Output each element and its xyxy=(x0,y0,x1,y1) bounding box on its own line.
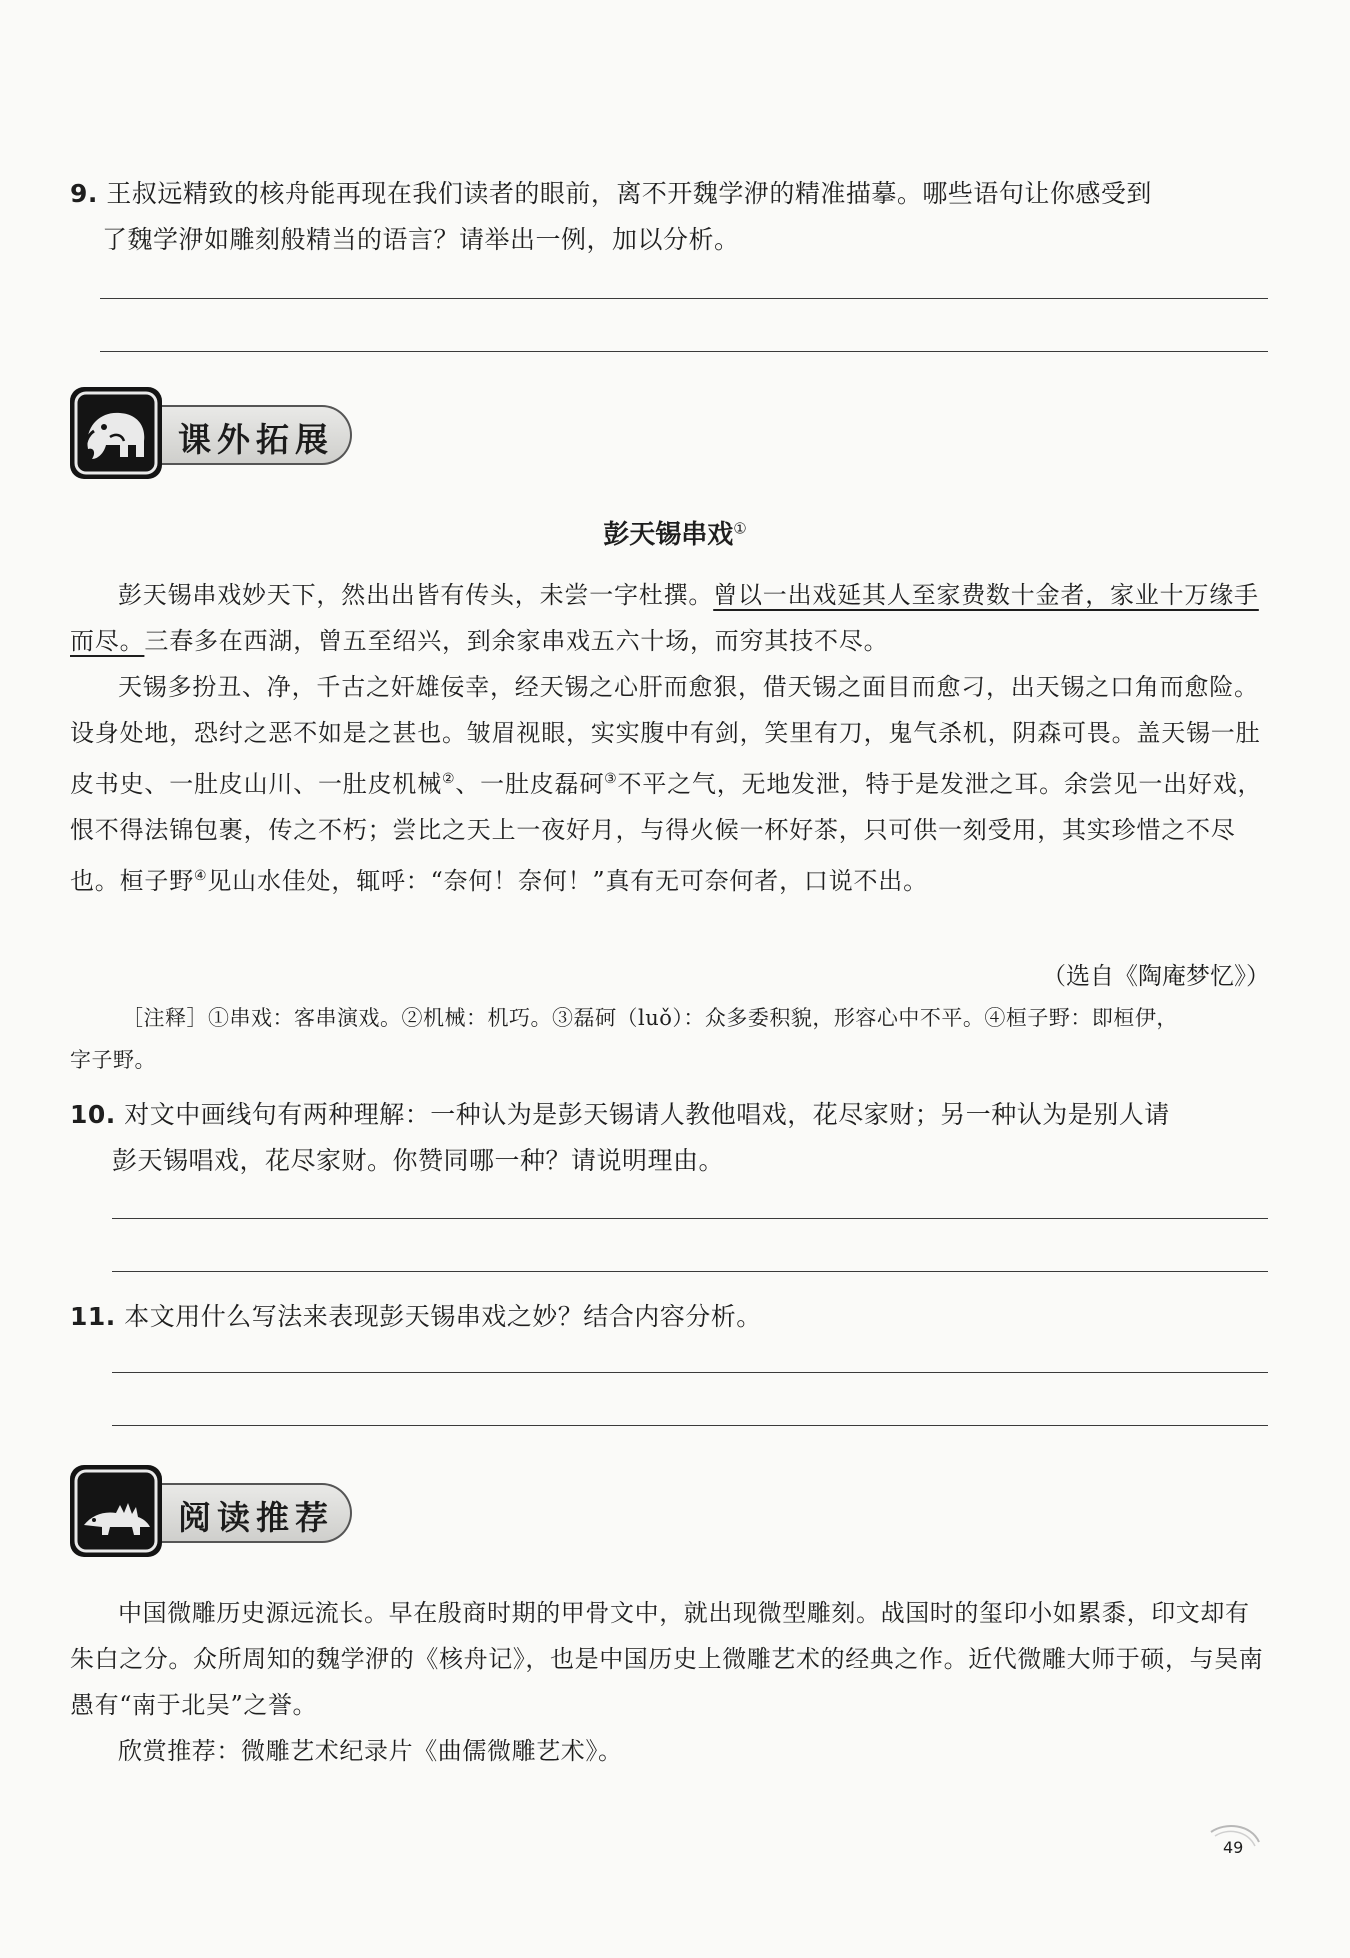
annotation-line xyxy=(70,1039,1280,1081)
question-text: 对文中画线句有两种理解：一种认为是彭天锡请人教他唱戏，花尽家财；另一种认为是别人请 xyxy=(124,1100,1170,1129)
annotation-line xyxy=(70,997,1280,1039)
question-text: 本文用什么写法来表现彭天锡串戏之妙？结合内容分析。 xyxy=(124,1302,762,1331)
question-9 xyxy=(70,171,1280,263)
paragraph: 欣赏推荐：微雕艺术纪录片《曲儒微雕艺术》。 xyxy=(118,1737,623,1765)
footnote-marker: ③ xyxy=(604,771,618,787)
answer-line[interactable] xyxy=(112,1218,1268,1219)
paragraph xyxy=(70,572,1270,664)
answer-line[interactable] xyxy=(112,1271,1268,1272)
text-run: 见山水佳处，辄呼：“奈何！奈何！”真有无可奈何者，口说不出。 xyxy=(207,867,928,895)
question-10 xyxy=(70,1092,1280,1184)
dinosaur-emblem-icon xyxy=(70,1465,162,1557)
citation-text: （选自《陶庵梦忆》） xyxy=(1042,962,1270,990)
section-banner-reading-recommendation xyxy=(70,1465,360,1557)
source-citation xyxy=(1042,956,1270,991)
footnote-marker: ① xyxy=(733,519,747,538)
section-tab xyxy=(152,1483,352,1543)
title-text: 彭天锡串戏 xyxy=(603,520,734,550)
question-11-line-1 xyxy=(70,1294,1280,1340)
question-9-line-1 xyxy=(70,171,1280,217)
recommendation-text xyxy=(70,1590,1270,1774)
footnote-marker: ② xyxy=(442,771,456,787)
question-text: 了魏学洢如雕刻般精当的语言？请举出一例，加以分析。 xyxy=(102,225,740,254)
text-run: 天锡多扮丑、净，千古之奸雄佞幸，经天锡之心肝而愈狠，借天锡之面目而愈刁，出天锡之口角而愈险。设身处地，恐纣之恶不如是之甚也。皱眉视眼，实实腹中有剑，笑里有刀，鬼气杀机，阴森可畏。盖天锡一肚皮书史、一肚皮山川、一肚皮机械 xyxy=(70,673,1261,798)
footnote-marker: ④ xyxy=(194,868,208,884)
underlined-sentence: 曾以一出戏延其人至家费数十金者，家业十万缘手而尽。 xyxy=(70,581,1259,655)
note-text: 字子野。 xyxy=(70,1048,156,1072)
paragraph xyxy=(70,664,1270,904)
question-10-line-1 xyxy=(70,1092,1280,1138)
question-number: 9. xyxy=(70,179,98,208)
text-run: 、一肚皮磊砢 xyxy=(455,770,605,798)
question-9-line-2 xyxy=(70,217,1280,263)
article-title xyxy=(0,514,1350,551)
question-text: 彭天锡唱戏，花尽家财。你赞同哪一种？请说明理由。 xyxy=(112,1146,725,1175)
answer-line[interactable] xyxy=(100,298,1268,299)
answer-line[interactable] xyxy=(112,1425,1268,1426)
page-number: 49 xyxy=(1223,1838,1244,1857)
section-banner-extracurricular xyxy=(70,387,360,479)
section-title: 课外拓展 xyxy=(178,420,334,459)
answer-line[interactable] xyxy=(112,1372,1268,1373)
text-run: 彭天锡串戏妙天下，然出出皆有传头，未尝一字杜撰。 xyxy=(118,581,714,609)
text-run: 三春多在西湖，曾五至绍兴，到余家串戏五六十场，而穷其技不尽。 xyxy=(144,627,889,655)
article-body xyxy=(70,572,1270,904)
question-number: 11. xyxy=(70,1302,116,1331)
question-text: 王叔远精致的核舟能再现在我们读者的眼前，离不开魏学洢的精准描摹。哪些语句让你感受到 xyxy=(106,179,1152,208)
section-title: 阅读推荐 xyxy=(178,1498,334,1537)
question-11 xyxy=(70,1294,1280,1340)
text-run: 不平之气，无地发泄，特于是发泄之耳。余尝见一出好戏，恨不得法锦包裹，传之不朽；尝比之天上一夜好月，与得火候一杯好茶，只可供一刻受用，其实珍惜之不尽也。桓子野 xyxy=(70,770,1263,895)
question-number: 10. xyxy=(70,1100,116,1129)
page-number-block xyxy=(1205,1818,1265,1868)
section-tab xyxy=(152,405,352,465)
answer-line[interactable] xyxy=(100,351,1268,352)
annotations xyxy=(70,997,1280,1081)
elephant-emblem-icon xyxy=(70,387,162,479)
note-text: ［注释］①串戏：客串演戏。②机械：机巧。③磊砢（luǒ）：众多委积貌，形容心中不平。④桓子野：即桓伊， xyxy=(122,1006,1178,1030)
paragraph: 中国微雕历史源远流长。早在殷商时期的甲骨文中，就出现微型雕刻。战国时的玺印小如累黍，印文却有朱白之分。众所周知的魏学洢的《核舟记》，也是中国历史上微雕艺术的经典之作。近代微雕大师于硕，与吴南愚有“南于北吴”之誉。 xyxy=(70,1599,1264,1719)
question-10-line-2 xyxy=(70,1138,1280,1184)
